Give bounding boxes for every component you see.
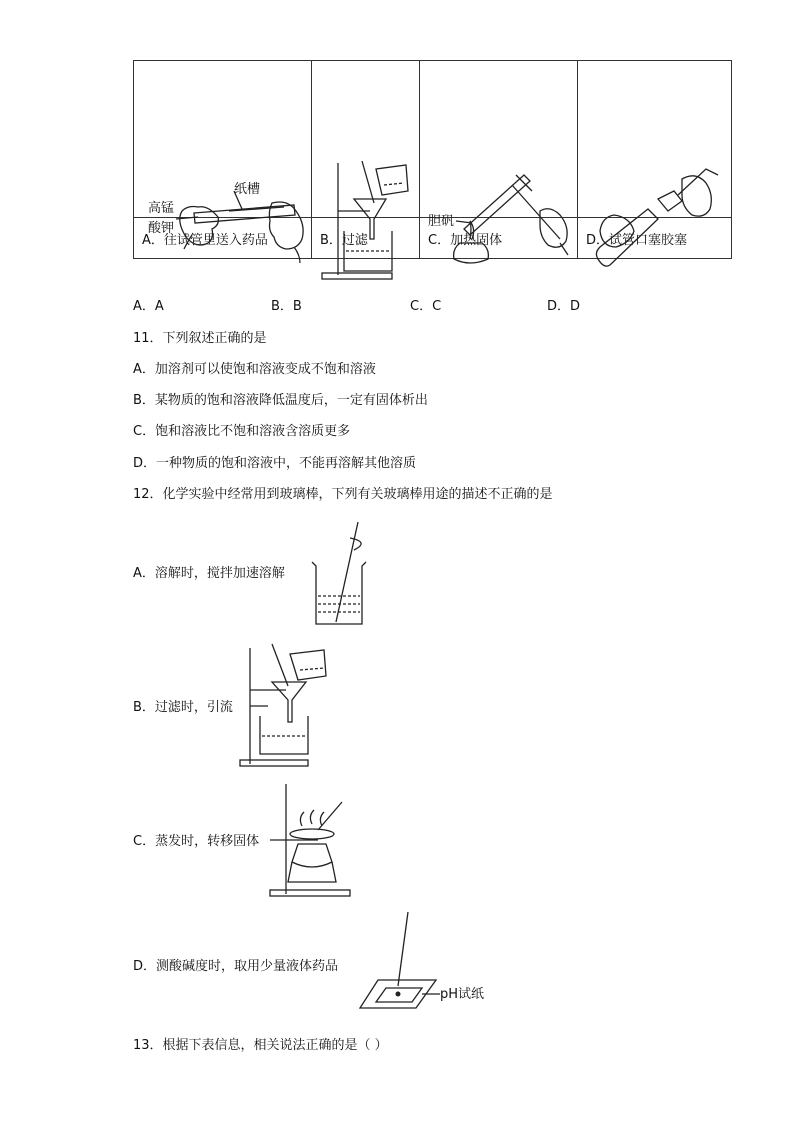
q12-option-c[interactable]: C．蒸发时，转移固体: [133, 834, 260, 849]
q13-stem: 13．根据下表信息，相关说法正确的是（ ）: [133, 1038, 388, 1053]
q12-option-b[interactable]: B．过滤时，引流: [133, 700, 233, 715]
label-paper-trough: 纸槽: [234, 182, 261, 197]
choice-b[interactable]: B．B: [271, 299, 302, 314]
label-kmno4-2: 酸钾: [148, 221, 175, 236]
figure-b-filtration: [312, 139, 420, 295]
figure-b-cell: [312, 61, 420, 218]
figure-evaporation: [262, 782, 356, 900]
caption-b: B．过滤: [312, 218, 420, 259]
q11-option-d[interactable]: D．一种物质的饱和溶液中，不能再溶解其他溶质: [133, 456, 417, 471]
figure-filtration: [238, 642, 334, 768]
q11-option-b[interactable]: B．某物质的饱和溶液降低温度后，一定有固体析出: [133, 393, 428, 408]
figure-d-stopper: [578, 139, 732, 295]
figure-ph-paper: [356, 908, 496, 1014]
choice-a[interactable]: A．A: [133, 299, 164, 314]
caption-a: A．往试管里送入药品: [134, 218, 312, 259]
choice-d[interactable]: D．D: [547, 299, 581, 314]
figure-stirring-beaker: [300, 518, 380, 630]
figure-c-cell: [420, 61, 578, 229]
caption-d: D．试管口塞胶塞: [578, 218, 732, 259]
figure-d-cell: [578, 61, 732, 218]
q12-option-d[interactable]: D．测酸碱度时，取用少量液体药品: [133, 959, 339, 974]
q11-stem: 11．下列叙述正确的是: [133, 331, 267, 346]
figure-c-heating-solid: [420, 139, 578, 295]
label-copper-sulfate: 胆矾: [428, 214, 455, 229]
choice-c[interactable]: C．C: [410, 299, 442, 314]
label-kmno4-1: 高锰: [148, 201, 175, 216]
q12-option-a[interactable]: A．溶解时，搅拌加速溶解: [133, 566, 285, 581]
q11-option-a[interactable]: A．加溶剂可以使饱和溶液变成不饱和溶液: [133, 362, 376, 377]
q11-option-c[interactable]: C．饱和溶液比不饱和溶液含溶质更多: [133, 424, 351, 439]
label-ph-paper: pH试纸: [440, 987, 485, 1002]
caption-c: C．加热固体: [420, 218, 578, 259]
figure-a-test-tube-powder: [134, 139, 312, 295]
q10-option-table: [133, 60, 732, 259]
figure-a-cell: [134, 61, 312, 236]
q12-stem: 12．化学实验中经常用到玻璃棒，下列有关玻璃棒用途的描述不正确的是: [133, 487, 553, 502]
